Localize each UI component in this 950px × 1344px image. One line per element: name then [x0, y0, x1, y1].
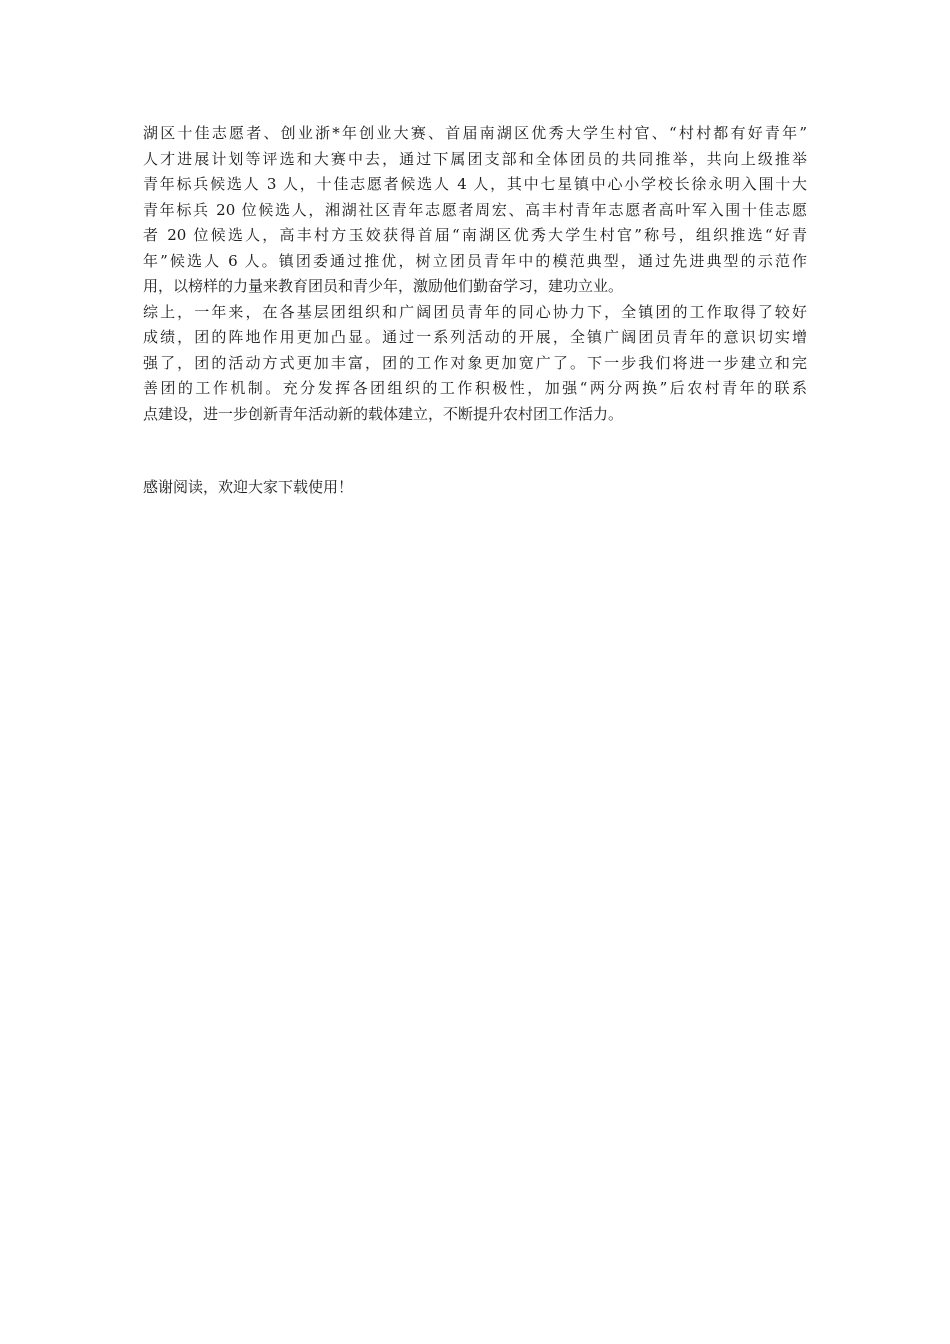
text-line: 用，以榜样的力量来教育团员和青少年，激励他们勤奋学习，建功立业。	[143, 277, 624, 295]
text-line: 年”候选人 6 人。镇团委通过推优，树立团员青年中的模范典型，通过先进典型的示范作	[143, 251, 807, 270]
document-body	[143, 121, 807, 427]
text-line: 者 20 位候选人，高丰村方玉姣获得首届“南湖区优秀大学生村官”称号，组织推选“好青	[143, 226, 807, 244]
closing-note: 感谢阅读，欢迎大家下载使用！	[143, 478, 354, 496]
text-line: 青年标兵候选人 3 人，十佳志愿者候选人 4 人，其中七星镇中心小学校长徐永明入围十大	[143, 175, 807, 193]
paragraph-nominations	[143, 121, 807, 300]
text-line: 点建设，进一步创新青年活动新的载体建立，不断提升农村团工作活力。	[143, 404, 624, 423]
paragraph-summary	[143, 300, 807, 428]
text-line: 善团的工作机制。充分发挥各团组织的工作积极性，加强“两分两换”后农村青年的联系	[143, 379, 807, 397]
text-line: 青年标兵 20 位候选人，湘湖社区青年志愿者周宏、高丰村青年志愿者高叶军入围十佳志愿	[143, 200, 807, 219]
text-line: 湖区十佳志愿者、创业浙*年创业大赛、首届南湖区优秀大学生村官、“村村都有好青年”	[143, 124, 807, 142]
text-line: 综上，一年来，在各基层团组织和广阔团员青年的同心协力下，全镇团的工作取得了较好	[143, 302, 807, 321]
text-line: 人才进展计划等评选和大赛中去，通过下属团支部和全体团员的共同推举，共向上级推举	[143, 149, 807, 168]
text-line: 强了，团的活动方式更加丰富，团的工作对象更加宽广了。下一步我们将进一步建立和完	[143, 353, 807, 372]
text-line: 成绩，团的阵地作用更加凸显。通过一系列活动的开展，全镇广阔团员青年的意识切实增	[143, 328, 807, 346]
